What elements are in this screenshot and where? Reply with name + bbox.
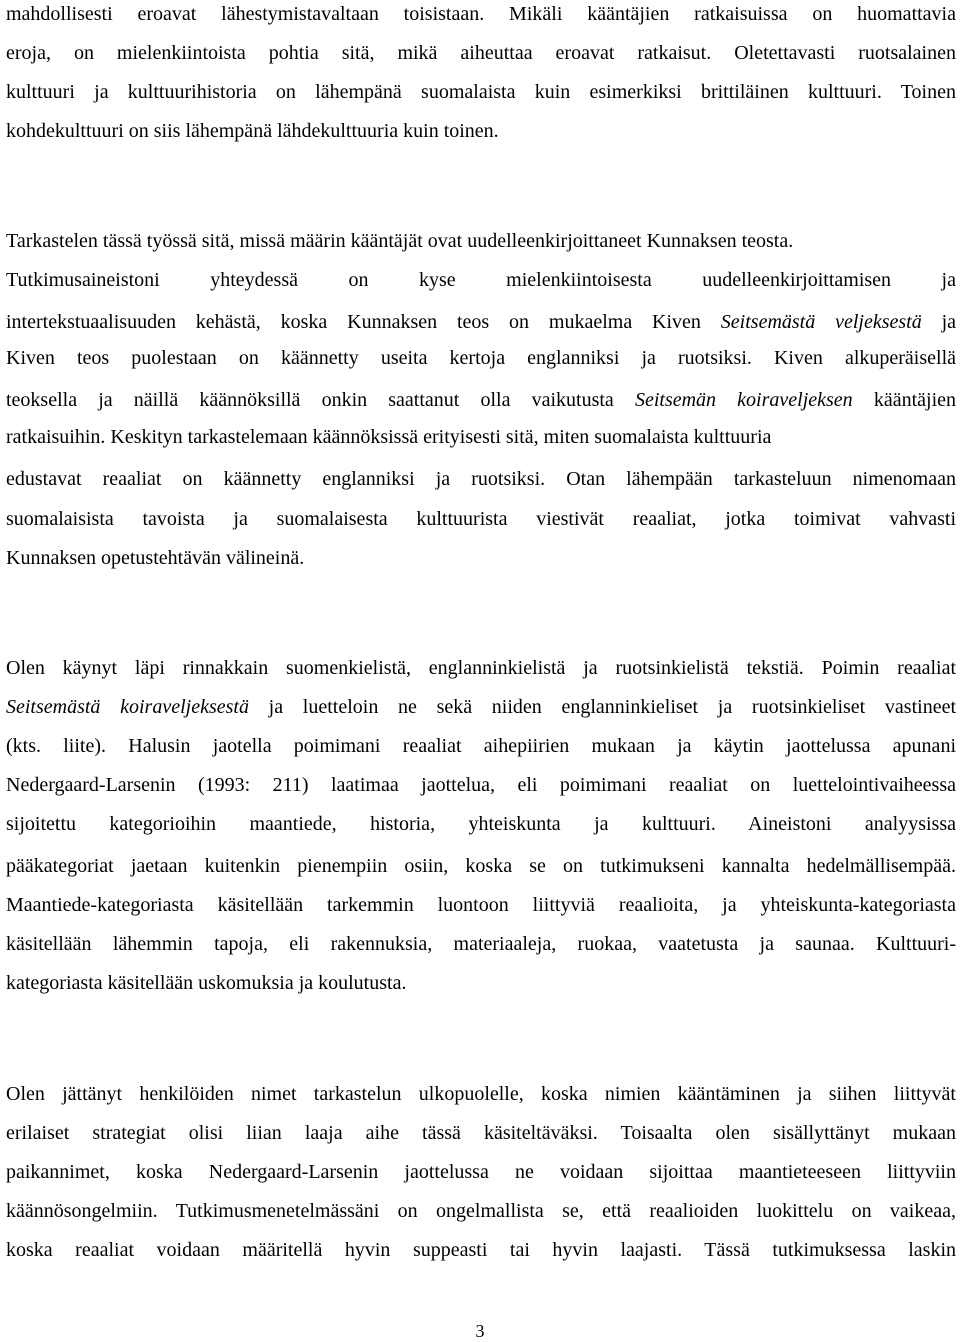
text-line: käännösongelmiin. Tutkimusmenetelmässäni on ongelmallista se, että reaalioiden luokittelu on vaikeaa, <box>6 1200 956 1222</box>
text-line: edustavat reaaliat on käännetty englanniksi ja ruotsiksi. Otan lähempään tarkasteluun nimenomaan <box>6 468 956 490</box>
text-line: eroja, on mielenkiintoista pohtia sitä, mikä aiheuttaa eroavat ratkaisut. Oletettavasti ruotsalainen <box>6 42 956 64</box>
text-line <box>6 695 956 719</box>
text-line: Maantiede-kategoriasta käsitellään tarkemmin luontoon liittyviä reaalioita, ja yhteiskunta-kategoriasta <box>6 894 956 916</box>
book-title-italic: Seitsemän koiraveljeksen <box>634 389 853 411</box>
page-number: 3 <box>475 1321 485 1341</box>
text-line: ratkaisuihin. Keskityn tarkastelemaan käännöksissä erityisesti sitä, miten suomalaista kulttuuria <box>6 426 772 448</box>
text-run: kääntäjien <box>852 389 956 411</box>
text-line: Olen käynyt läpi rinnakkain suomenkielistä, englanninkielistä ja ruotsinkielistä tekstiä. Poimin reaaliat <box>6 657 956 679</box>
text-line: paikannimet, koska Nedergaard-Larsenin jaottelussa ne voidaan sijoittaa maantieteeseen liittyviin <box>6 1161 956 1183</box>
text-line: kulttuuri ja kulttuurihistoria on lähempänä suomalaista kuin esimerkiksi brittiläinen kulttuuri. Toinen <box>6 81 956 103</box>
text-run: ja luetteloin ne sekä niiden englanninkieliset ja ruotsinkieliset vastineet <box>248 696 956 718</box>
text-line: Olen jättänyt henkilöiden nimet tarkastelun ulkopuolelle, koska nimien kääntäminen ja siihen liittyvät <box>6 1083 956 1105</box>
text-line: (kts. liite). Halusin jaotella poimimani reaaliat aihepiirien mukaan ja käytin jaottelussa apunani <box>6 735 956 757</box>
text-run: ja <box>921 311 957 333</box>
text-line: kategoriasta käsitellään uskomuksia ja koulutusta. <box>6 972 407 994</box>
text-line: Kiven teos puolestaan on käännetty useita kertoja englanniksi ja ruotsiksi. Kiven alkuperäisellä <box>6 347 956 369</box>
text-line: Tutkimusaineistoni yhteydessä on kyse mielenkiintoisesta uudelleenkirjoittamisen ja <box>6 269 956 291</box>
text-line: käsitellään lähemmin tapoja, eli rakennuksia, materiaaleja, ruokaa, vaatetusta ja saunaa. Kulttuuri- <box>6 933 956 955</box>
text-run: intertekstuaalisuuden kehästä, koska Kunnaksen teos on mukaelma Kiven <box>6 311 721 333</box>
text-line: Kunnaksen opetustehtävän välineinä. <box>6 547 305 569</box>
book-title-italic: Seitsemästä koiraveljeksestä <box>6 696 249 718</box>
text-line <box>6 310 956 334</box>
text-line: kohdekulttuuri on siis lähempänä lähdekulttuuria kuin toinen. <box>6 120 499 142</box>
text-line: suomalaisista tavoista ja suomalaisesta kulttuurista viestivät reaaliat, jotka toimivat vahvasti <box>6 508 956 530</box>
text-line: koska reaaliat voidaan määritellä hyvin suppeasti tai hyvin laajasti. Tässä tutkimuksessa laskin <box>6 1239 956 1261</box>
text-run: teoksella ja näillä käännöksillä onkin saattanut olla vaikutusta <box>6 389 635 411</box>
text-line: Nedergaard-Larsenin (1993: 211) laatimaa jaottelua, eli poimimani reaaliat on luettelointivaiheessa <box>6 774 956 796</box>
text-line: Tarkastelen tässä työssä sitä, missä määrin kääntäjät ovat uudelleenkirjoittaneet Kunnaksen teosta. <box>6 230 794 252</box>
text-line: sijoitettu kategorioihin maantiede, historia, yhteiskunta ja kulttuuri. Aineistoni analyysissa <box>6 813 956 835</box>
book-title-italic: Seitsemästä veljeksestä <box>720 311 922 333</box>
text-line: erilaiset strategiat olisi liian laaja aihe tässä käsiteltäväksi. Toisaalta olen sisällyttänyt mukaan <box>6 1122 956 1144</box>
text-line: mahdollisesti eroavat lähestymistavaltaan toisistaan. Mikäli kääntäjien ratkaisuissa on huomattavia <box>6 3 956 25</box>
text-line: pääkategoriat jaetaan kuitenkin pienempiin osiin, koska se on tutkimukseni kannalta hedelmällisempää. <box>6 855 956 877</box>
text-line <box>6 388 956 412</box>
